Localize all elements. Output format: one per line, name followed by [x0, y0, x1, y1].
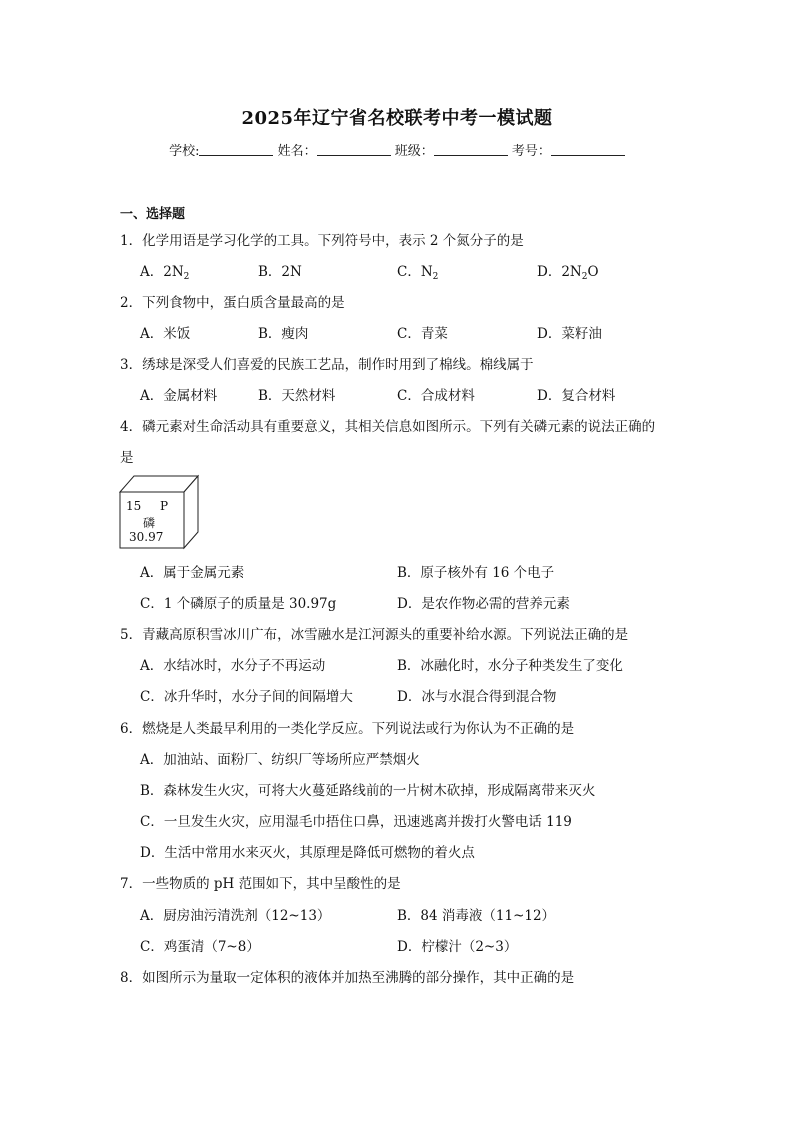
name-blank[interactable]: [317, 143, 391, 156]
question-7-option-c: C．鸡蛋清（7~8）: [140, 939, 260, 955]
question-8-stem: 8．如图所示为量取一定体积的液体并加热至沸腾的部分操作，其中正确的是: [120, 970, 575, 986]
question-5-option-b: B．冰融化时，水分子种类发生了变化: [397, 658, 623, 674]
element-name: 磷: [143, 516, 156, 530]
number-blank[interactable]: [551, 143, 625, 156]
name-label: 姓名：: [277, 144, 317, 159]
question-1-option-d: D．$2N_2O$: [537, 264, 599, 282]
question-4-stem: 4．磷元素对生命活动具有重要意义，其相关信息如图所示。下列有关磷元素的说法正确的: [120, 419, 656, 435]
question-4-option-d: D．是农作物必需的营养元素: [397, 596, 570, 612]
question-2-option-d: D．菜籽油: [537, 326, 602, 342]
question-4-option-b: B．原子核外有 16 个电子: [397, 565, 555, 581]
question-6-option-a: A．加油站、面粉厂、纺织厂等场所应严禁烟火: [140, 752, 420, 768]
question-7-option-a: A．厨房油污清洗剂（12~13）: [140, 908, 331, 924]
student-info-row: [0, 140, 794, 159]
question-2-stem: 2．下列食物中，蛋白质含量最高的是: [120, 295, 345, 311]
question-3-option-c: C．合成材料: [397, 388, 475, 404]
question-3-option-b: B．天然材料: [258, 388, 336, 404]
school-label: 学校:: [169, 144, 200, 159]
question-5-option-c: C．冰升华时，水分子间的间隔增大: [140, 689, 353, 705]
question-7-option-d: D．柠檬汁（2~3）: [397, 939, 518, 955]
phosphorus-element-card: [118, 474, 200, 550]
question-2-option-b: B．瘦肉: [258, 326, 309, 342]
element-symbol: P: [160, 499, 169, 513]
question-1-option-b: B．2N: [258, 264, 302, 280]
question-1-stem: 1．化学用语是学习化学的工具。下列符号中，表示 2 个氮分子的是: [120, 233, 524, 249]
question-7-stem: 7．一些物质的 pH 范围如下，其中呈酸性的是: [120, 876, 401, 892]
element-mass: 30.97: [129, 530, 164, 544]
question-4-option-a: A．属于金属元素: [140, 565, 245, 581]
question-3-stem: 3．绣球是深受人们喜爱的民族工艺品，制作时用到了棉线。棉线属于: [120, 357, 534, 373]
question-4-option-c: C．1 个磷原子的质量是 30.97g: [140, 596, 337, 612]
question-2-option-c: C．青菜: [397, 326, 448, 342]
question-5-option-a: A．水结冰时，水分子不再运动: [140, 658, 326, 674]
question-6-option-d: D．生活中常用水来灭火，其原理是降低可燃物的着火点: [140, 845, 475, 861]
question-1-option-c: C．$N_2$: [397, 264, 439, 282]
question-3-option-d: D．复合材料: [537, 388, 616, 404]
class-label: 班级：: [394, 144, 434, 159]
question-1-option-a: A．$2N_2$: [140, 264, 190, 282]
question-7-option-b: B．84 消毒液（11~12）: [397, 908, 556, 924]
question-6-option-b: B．森林发生火灾，可将大火蔓延路线前的一片树木砍掉，形成隔离带来灭火: [140, 783, 596, 799]
class-blank[interactable]: [434, 143, 508, 156]
school-blank[interactable]: [199, 143, 273, 156]
question-6-stem: 6．燃烧是人类最早利用的一类化学反应。下列说法或行为你认为不正确的是: [120, 721, 575, 737]
question-4-stem-cont: 是: [120, 450, 134, 466]
question-6-option-c: C．一旦发生火灾，应用湿毛巾捂住口鼻，迅速逃离并拨打火警电话 119: [140, 814, 572, 830]
question-5-option-d: D．冰与水混合得到混合物: [397, 689, 557, 705]
number-label: 考号：: [511, 144, 551, 159]
element-number: 15: [126, 499, 142, 513]
exam-title: 2025年辽宁省名校联考中考一模试题: [241, 108, 553, 129]
question-5-stem: 5．青藏高原积雪冰川广布，冰雪融水是江河源头的重要补给水源。下列说法正确的是: [120, 627, 629, 643]
question-3-option-a: A．金属材料: [140, 388, 218, 404]
section-heading: 一、选择题: [120, 207, 186, 222]
question-2-option-a: A．米饭: [140, 326, 191, 342]
